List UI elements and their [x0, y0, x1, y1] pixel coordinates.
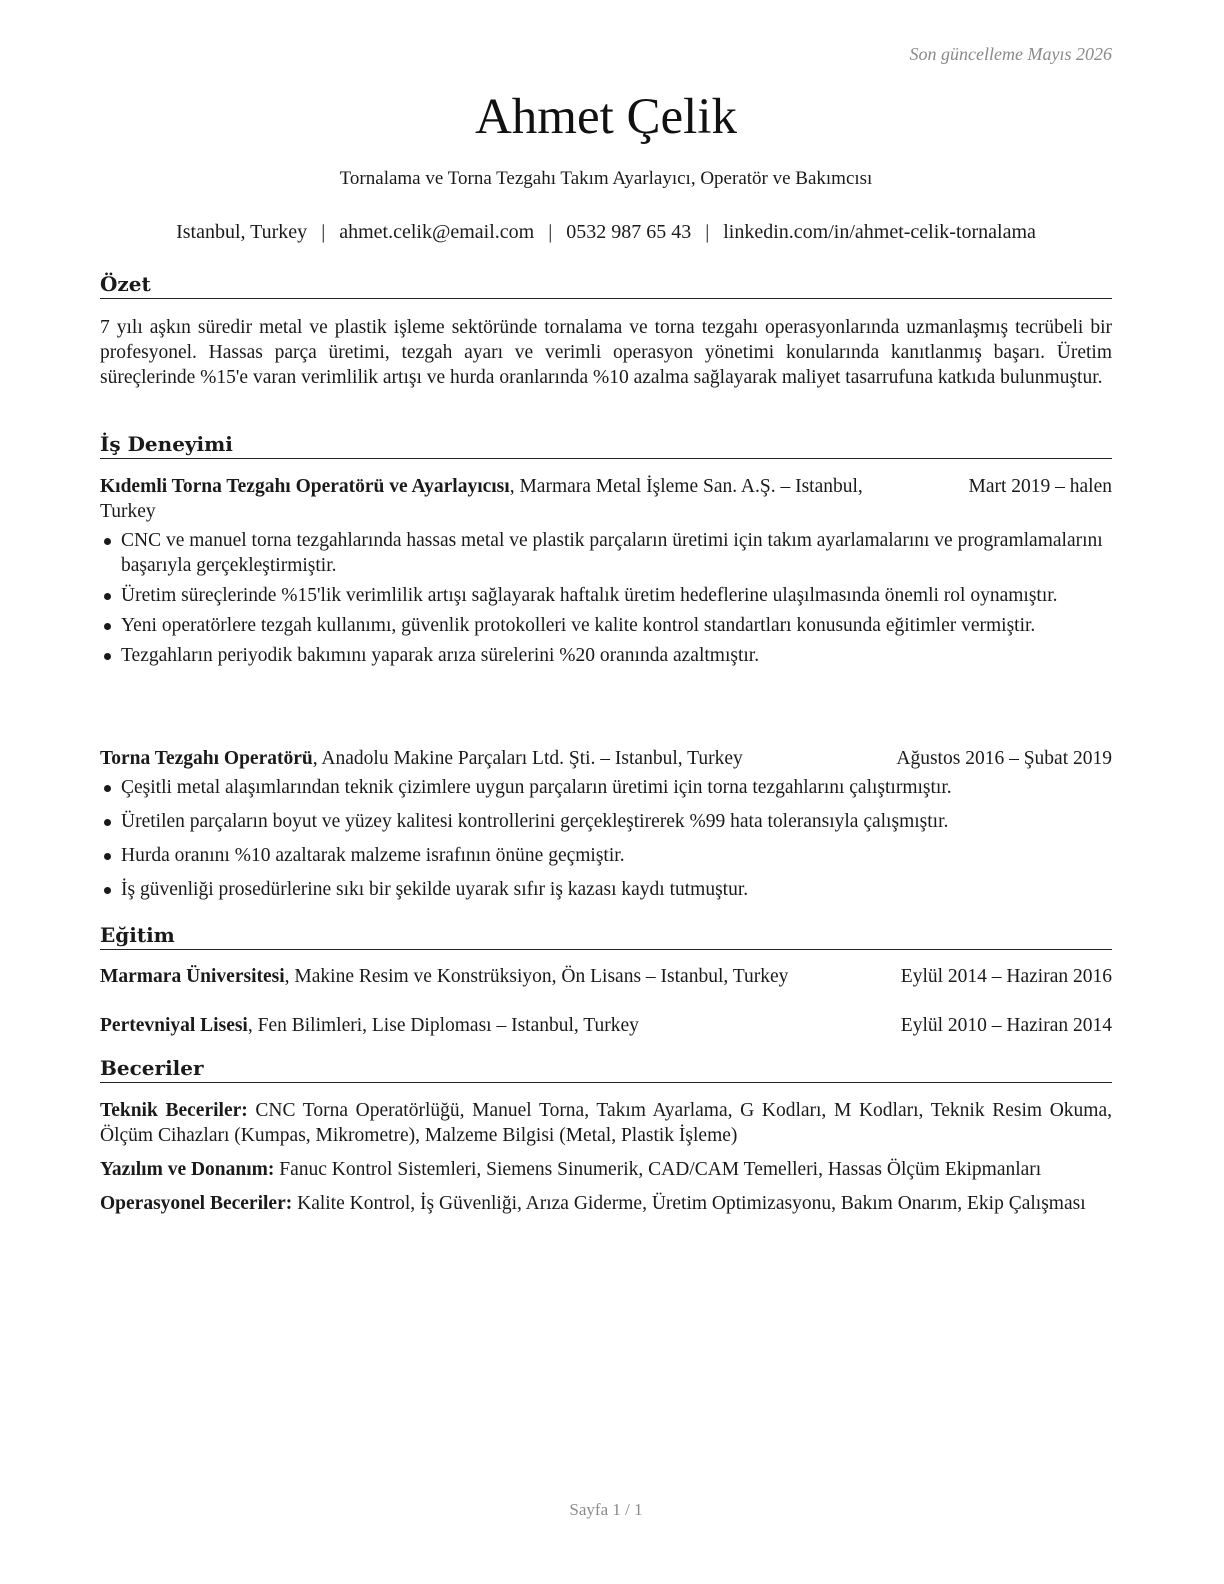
section-title-education: Eğitim: [100, 922, 1112, 950]
job-bullet: CNC ve manuel torna tezgahlarında hassas metal ve plastik parçaların üretimi için takım ayarlamalarını ve programlamalarını başarıyla gerçekleştirmiştir.: [100, 528, 1112, 578]
section-title-skills: Beceriler: [100, 1055, 1112, 1083]
skill-group: [100, 1098, 1112, 1148]
job-header: [100, 474, 1112, 524]
contact-location: Istanbul, Turkey: [176, 221, 308, 243]
education-dates: Eylül 2014 – Haziran 2016: [900, 966, 1112, 987]
contact-line: [100, 219, 1112, 245]
skill-group-label: Teknik Beceriler:: [100, 1100, 248, 1121]
skill-group: [100, 1157, 1112, 1182]
job-bullet: Yeni operatörlere tezgah kullanımı, güvenlik protokolleri ve kalite kontrol standartları konusunda eğitimler vermiştir.: [100, 613, 1112, 638]
education-school: Pertevniyal Lisesi: [100, 1015, 248, 1036]
job-entry: [100, 474, 1112, 668]
job-header: [100, 746, 1112, 771]
education-header: [100, 1013, 1112, 1038]
job-bullet: Tezgahların periyodik bakımını yaparak arıza sürelerini %20 oranında azaltmıştır.: [100, 643, 1112, 668]
job-bullet: Çeşitli metal alaşımlarından teknik çizimlere uygun parçaların üretimi için torna tezgahlarını çalıştırmıştır.: [100, 775, 1112, 800]
section-title-summary: Özet: [100, 271, 1112, 299]
job-company: , Anadolu Makine Parçaları Ltd. Şti. – Istanbul, Turkey: [312, 748, 743, 769]
skill-group-text: CNC Torna Operatörlüğü, Manuel Torna, Takım Ayarlama, G Kodları, M Kodları, Teknik Resim Okuma, Ölçüm Cihazları (Kumpas, Mikrometre), Malzeme Bilgisi (Metal, Plastik İşleme): [100, 1100, 1112, 1146]
section-title-experience: İş Deneyimi: [100, 431, 1112, 459]
contact-separator: |: [705, 221, 710, 243]
job-role: Torna Tezgahı Operatörü: [100, 748, 313, 769]
skills-list: [100, 1098, 1112, 1225]
page-number: Sayfa 1 / 1: [569, 1500, 643, 1519]
job-bullet: Üretim süreçlerinde %15'lik verimlilik artışı sağlayarak haftalık üretim hedeflerine ulaşılmasında önemli rol oynamıştır.: [100, 583, 1112, 608]
job-bullets: [100, 775, 1112, 902]
education-header: [100, 964, 1112, 989]
education-dates: Eylül 2010 – Haziran 2014: [900, 1015, 1112, 1036]
skill-group-label: Yazılım ve Donanım:: [100, 1159, 275, 1180]
skill-group: [100, 1191, 1112, 1216]
contact-separator: |: [321, 221, 326, 243]
job-bullet: İş güvenliği prosedürlerine sıkı bir şekilde uyarak sıfır iş kazası kaydı tutmuştur.: [100, 877, 1112, 902]
skill-group-text: Fanuc Kontrol Sistemleri, Siemens Sinumerik, CAD/CAM Temelleri, Hassas Ölçüm Ekipmanları: [274, 1159, 1042, 1180]
contact-separator: |: [548, 221, 553, 243]
job-entry: [100, 746, 1112, 902]
job-company: , Marmara Metal İşleme San. A.Ş. – Istanbul, Turkey: [100, 476, 863, 522]
contact-linkedin[interactable]: linkedin.com/in/ahmet-celik-tornalama: [723, 221, 1036, 243]
contact-phone: 0532 987 65 43: [566, 221, 692, 243]
last-updated: Son güncelleme Mayıs 2026: [909, 44, 1112, 64]
headline: Tornalama ve Torna Tezgahı Takım Ayarlayıcı, Operatör ve Bakımcısı: [339, 168, 873, 189]
education-school: Marmara Üniversitesi: [100, 966, 285, 987]
job-role: Kıdemli Torna Tezgahı Operatörü ve Ayarlayıcısı: [100, 476, 510, 497]
education-detail: , Fen Bilimleri, Lise Diploması – Istanbul, Turkey: [247, 1015, 639, 1036]
job-bullet: Hurda oranını %10 azaltarak malzeme israfının önüne geçmiştir.: [100, 843, 1112, 868]
education-entry: [100, 1013, 1112, 1038]
job-dates: Ağustos 2016 – Şubat 2019: [896, 748, 1112, 769]
resume-page: [100, 0, 1112, 1584]
education-entry: [100, 964, 1112, 989]
contact-email[interactable]: ahmet.celik@email.com: [339, 221, 535, 243]
skill-group-label: Operasyonel Beceriler:: [100, 1193, 293, 1214]
job-bullets: [100, 528, 1112, 668]
job-title-line: [100, 474, 1112, 524]
job-bullet: Üretilen parçaların boyut ve yüzey kalitesi kontrollerini gerçekleştirerek %99 hata toleransıyla çalışmıştır.: [100, 809, 1112, 834]
candidate-name: Ahmet Çelik: [474, 89, 738, 145]
job-dates: Mart 2019 – halen: [968, 476, 1112, 497]
education-detail: , Makine Resim ve Konstrüksiyon, Ön Lisans – Istanbul, Turkey: [284, 966, 789, 987]
summary-text: 7 yılı aşkın süredir metal ve plastik işleme sektöründe tornalama ve torna tezgahı operasyonlarında uzmanlaşmış tecrübeli bir profesyonel. Hassas parça üretimi, tezgah ayarı ve verimli operasyon yönetimi konularında kanıtlanmış başarı. Üretim süreçlerinde %15'e varan verimlilik artışı ve hurda oranlarında %10 azalma sağlayarak maliyet tasarrufuna katkıda bulunmuştur.: [100, 317, 1112, 388]
skill-group-text: Kalite Kontrol, İş Güvenliği, Arıza Giderme, Üretim Optimizasyonu, Bakım Onarım, Ekip Çalışması: [292, 1193, 1086, 1214]
